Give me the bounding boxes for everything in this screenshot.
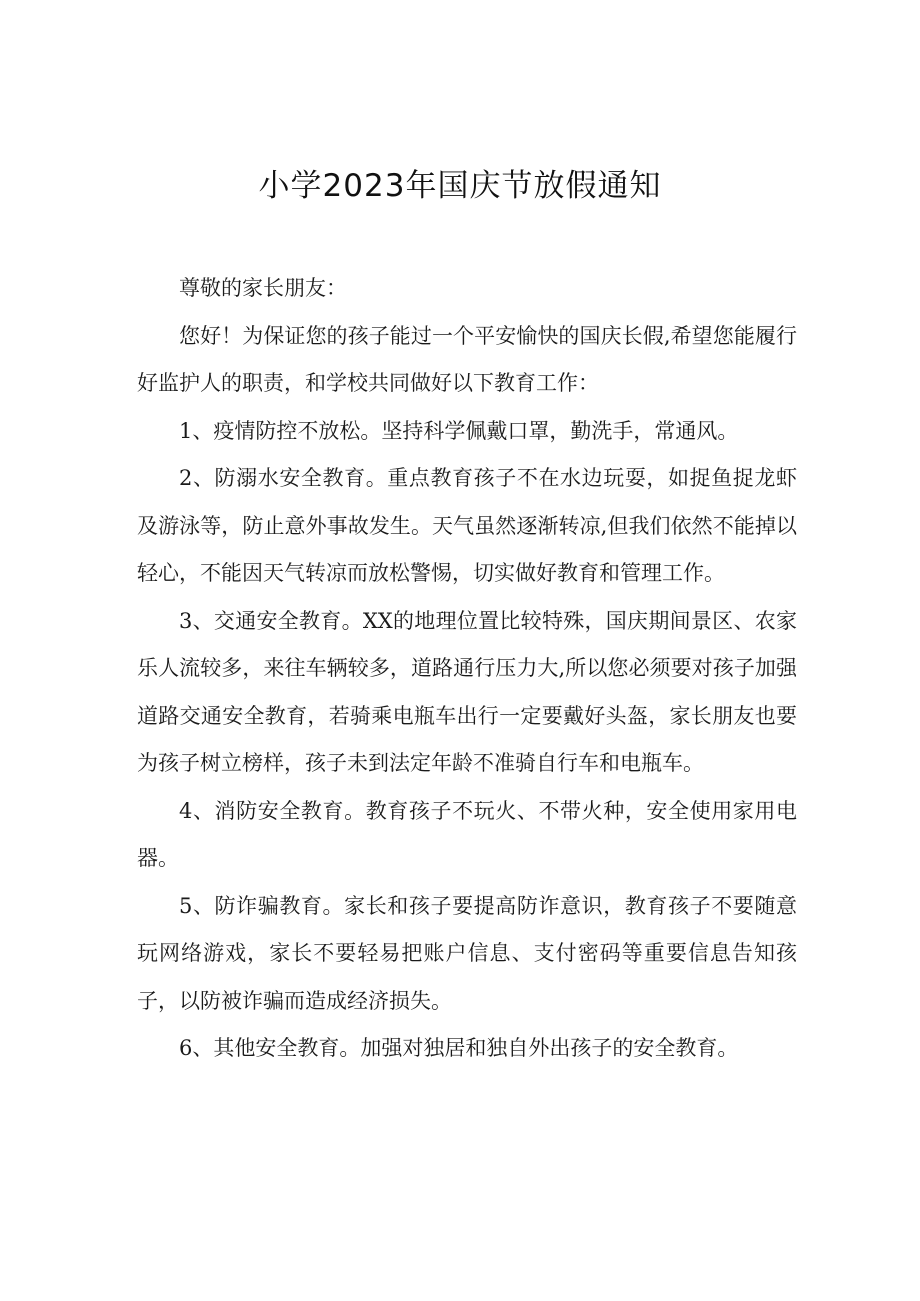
- paragraph-item-4: 4、消防安全教育。教育孩子不玩火、不带火种，安全使用家用电器。: [137, 798, 797, 870]
- document-body: [137, 265, 797, 1073]
- paragraph-item-6: 6、其他安全教育。加强对独居和独自外出孩子的安全教育。: [179, 1036, 739, 1060]
- salutation: 尊敬的家长朋友：: [179, 276, 347, 300]
- document-title: 小学2023年国庆节放假通知: [258, 168, 662, 204]
- paragraph-greeting: 您好！为保证您的孩子能过一个平安愉快的国庆长假,希望您能履行好监护人的职责，和学校共同做好以下教育工作：: [137, 323, 797, 395]
- paragraph-item-1: 1、疫情防控不放松。坚持科学佩戴口罩，勤洗手，常通风。: [179, 418, 739, 443]
- paragraph-item-5: 5、防诈骗教育。家长和孩子要提高防诈意识，教育孩子不要随意玩网络游戏，家长不要轻易把账户信息、支付密码等重要信息告知孩子，以防被诈骗而造成经济损失。: [137, 893, 797, 1013]
- paragraph-item-2: 2、防溺水安全教育。重点教育孩子不在水边玩耍，如捉鱼捉龙虾及游泳等，防止意外事故发生。天气虽然逐渐转凉,但我们依然不能掉以轻心，不能因天气转凉而放松警惕，切实做好教育和管理工作。: [137, 466, 797, 585]
- paragraph-item-3: 3、交通安全教育。XX的地理位置比较特殊，国庆期间景区、农家乐人流较多，来往车辆较多，道路通行压力大,所以您必须要对孩子加强道路交通安全教育，若骑乘电瓶车出行一定要戴好头盔，家长朋友也要为孩子树立榜样，孩子未到法定年龄不准骑自行车和电瓶车。: [137, 608, 797, 775]
